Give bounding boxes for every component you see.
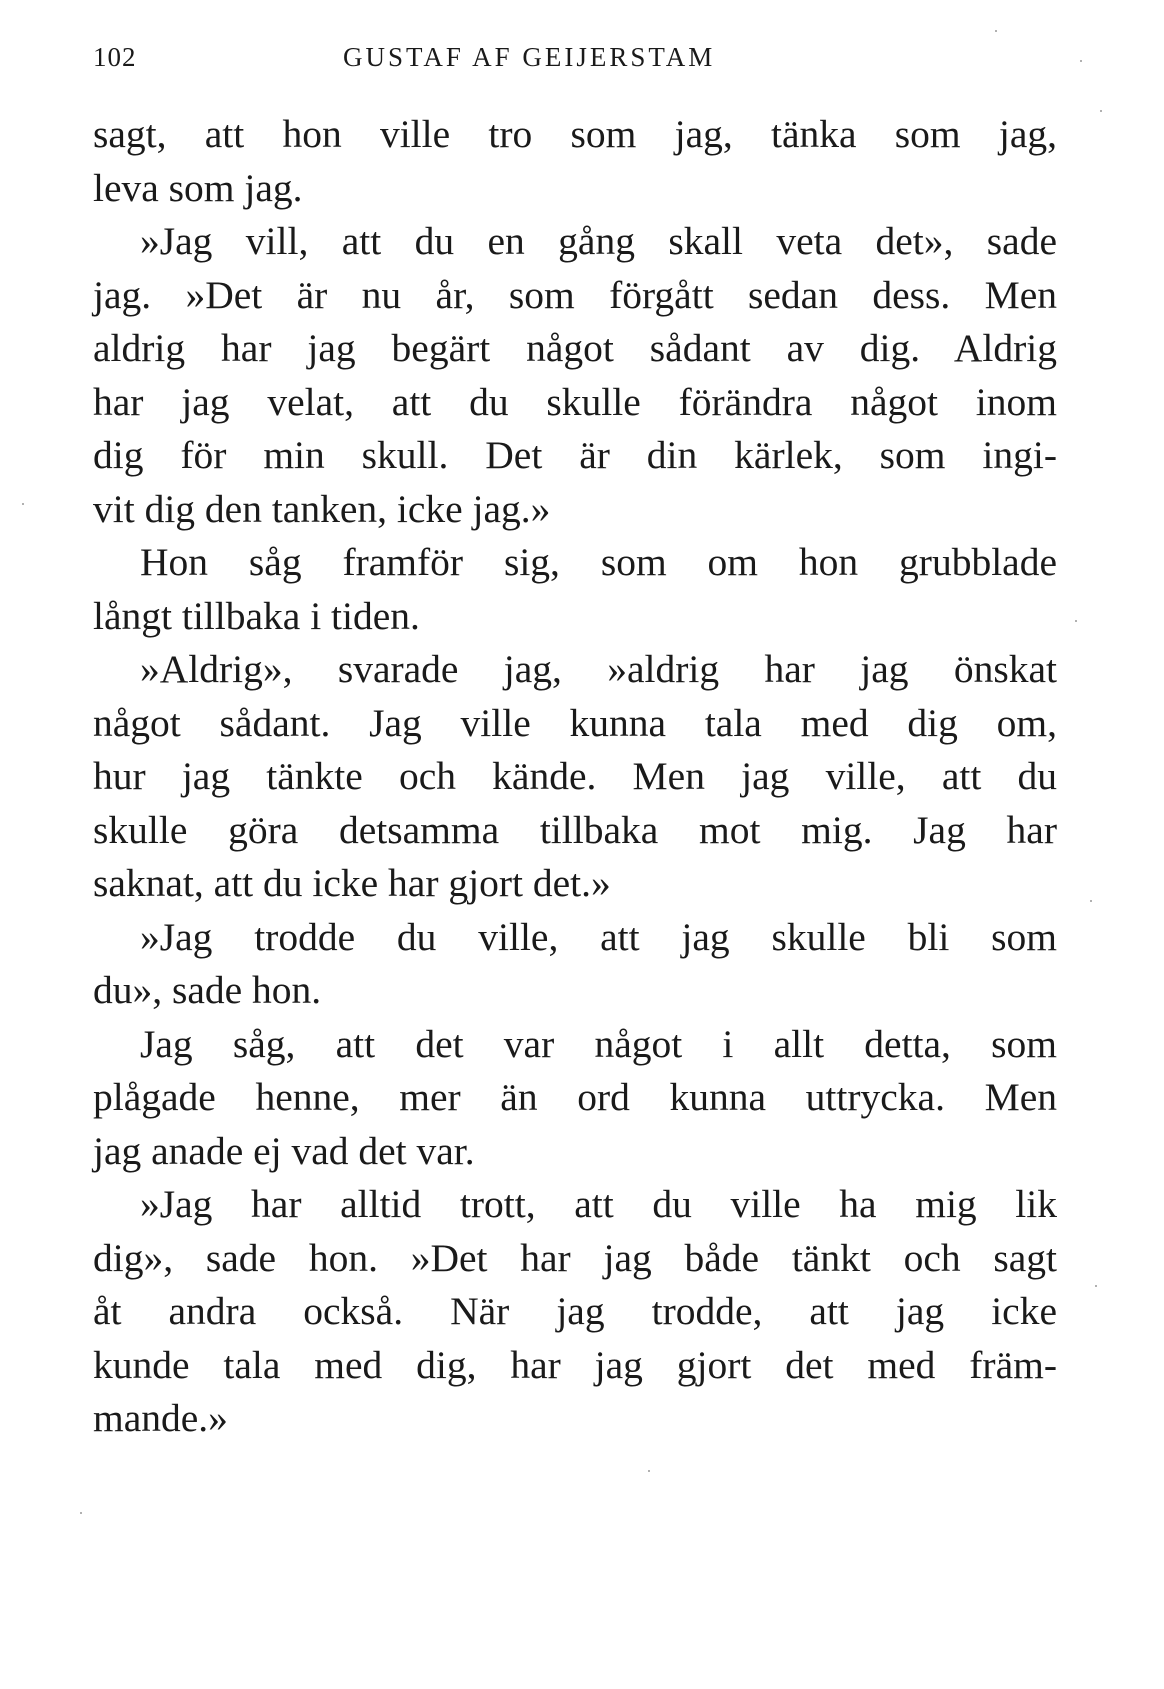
text-line: kunde tala med dig, har jag gjort det med främ- — [93, 1342, 1057, 1387]
text-line: plågade henne, mer än ord kunna uttrycka. Men — [93, 1075, 1057, 1119]
scan-speck — [995, 30, 997, 32]
text-line: åt andra också. När jag trodde, att jag icke — [93, 1289, 1057, 1333]
text-line: leva som jag. — [93, 165, 303, 210]
text-line: vit dig den tanken, icke jag.» — [93, 486, 551, 531]
text-line: sagt, att hon ville tro som jag, tänka som jag, — [93, 112, 1057, 156]
text-line: skulle göra detsamma tillbaka mot mig. Jag har — [93, 807, 1057, 852]
text-line: dig för min skull. Det är din kärlek, som ingi- — [93, 433, 1057, 477]
scan-speck — [1075, 620, 1077, 622]
text-line: Jag såg, att det var något i allt detta, som — [140, 1021, 1057, 1066]
scan-speck — [1100, 110, 1102, 112]
text-line: »Jag vill, att du en gång skall veta det», sade — [140, 219, 1057, 263]
text-line: »Jag trodde du ville, att jag skulle bli som — [140, 914, 1057, 959]
scan-speck — [1095, 1285, 1097, 1287]
body-text — [93, 108, 1057, 1446]
text-line: jag. »Det är nu år, som förgått sedan dess. Men — [93, 272, 1057, 317]
text-line: mande.» — [93, 1396, 228, 1440]
text-line: hur jag tänkte och kände. Men jag ville, att du — [93, 754, 1057, 798]
scan-speck — [1090, 900, 1092, 902]
scan-speck — [648, 1470, 650, 1472]
text-line: något sådant. Jag ville kunna tala med dig om, — [93, 700, 1057, 745]
scan-speck — [80, 1512, 82, 1514]
text-line: »Aldrig», svarade jag, »aldrig har jag önskat — [140, 647, 1057, 691]
scan-speck — [1080, 60, 1082, 62]
text-line: långt tillbaka i tiden. — [93, 593, 420, 638]
text-line: jag anade ej vad det var. — [93, 1128, 475, 1173]
text-line: Hon såg framför sig, som om hon grubblade — [140, 540, 1057, 584]
text-line: saknat, att du icke har gjort det.» — [93, 861, 611, 905]
page-number: 102 — [93, 42, 137, 72]
text-line: du», sade hon. — [93, 968, 322, 1012]
running-title: GUSTAF AF GEIJERSTAM — [343, 42, 716, 72]
scan-speck — [22, 503, 24, 505]
text-line: har jag velat, att du skulle förändra något inom — [93, 379, 1057, 424]
running-head — [93, 38, 1055, 78]
text-line: »Jag har alltid trott, att du ville ha mig lik — [140, 1182, 1057, 1226]
text-line: dig», sade hon. »Det har jag både tänkt och sagt — [93, 1235, 1057, 1280]
text-line: aldrig har jag begärt något sådant av dig. Aldrig — [93, 326, 1057, 370]
